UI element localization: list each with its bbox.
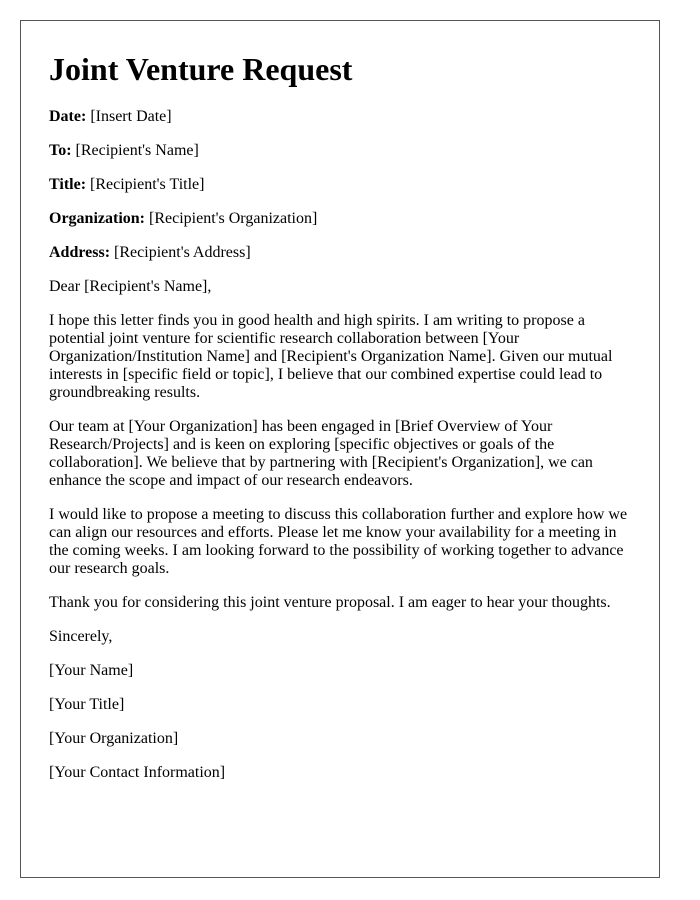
to-label: To: (49, 142, 72, 159)
signature-organization: [Your Organization] (49, 730, 179, 747)
to-value: [Recipient's Name] (71, 142, 199, 159)
to-field (49, 142, 631, 160)
signature-contact: [Your Contact Information] (49, 764, 226, 781)
salutation: Dear [Recipient's Name], (49, 278, 212, 295)
title-label: Title: (49, 176, 87, 193)
letter-page (20, 20, 660, 878)
closing: Sincerely, (49, 628, 113, 645)
address-label: Address: (49, 244, 111, 261)
organization-value: [Recipient's Organization] (145, 210, 318, 227)
title-value: [Recipient's Title] (86, 176, 205, 193)
letter-title: Joint Venture Request (49, 51, 353, 87)
address-value: [Recipient's Address] (110, 244, 251, 261)
organization-label: Organization: (49, 210, 145, 227)
paragraph-intro: I hope this letter finds you in good health and high spirits. I am writing to propose a potential joint venture for scientific research collaboration between [Your Organization/Institution Name] and [Recipient's Organization Name]. Given our mutual interests in [specific field or topic], I believe that our combined expertise could lead to groundbreaking results. (49, 312, 613, 401)
signature-name: [Your Name] (49, 662, 134, 679)
date-field (49, 108, 631, 126)
signature-title: [Your Title] (49, 696, 125, 713)
paragraph-meeting: I would like to propose a meeting to discuss this collaboration further and explore how we can align our resources and efforts. Please let me know your availability for a meeting in the coming weeks. I am looking forward to the possibility of working together to advance our research goals. (49, 506, 628, 577)
date-value: [Insert Date] (86, 108, 172, 125)
organization-field (49, 210, 631, 228)
date-label: Date: (49, 108, 87, 125)
paragraph-team: Our team at [Your Organization] has been engaged in [Brief Overview of Your Research/Projects] and is keen on exploring [specific objectives or goals of the collaboration]. We believe that by partnering with [Recipient's Organization], we can enhance the scope and impact of our research endeavors. (49, 418, 593, 489)
title-field (49, 176, 631, 194)
paragraph-thanks: Thank you for considering this joint venture proposal. I am eager to hear your thoughts. (49, 594, 611, 611)
address-field (49, 244, 631, 262)
